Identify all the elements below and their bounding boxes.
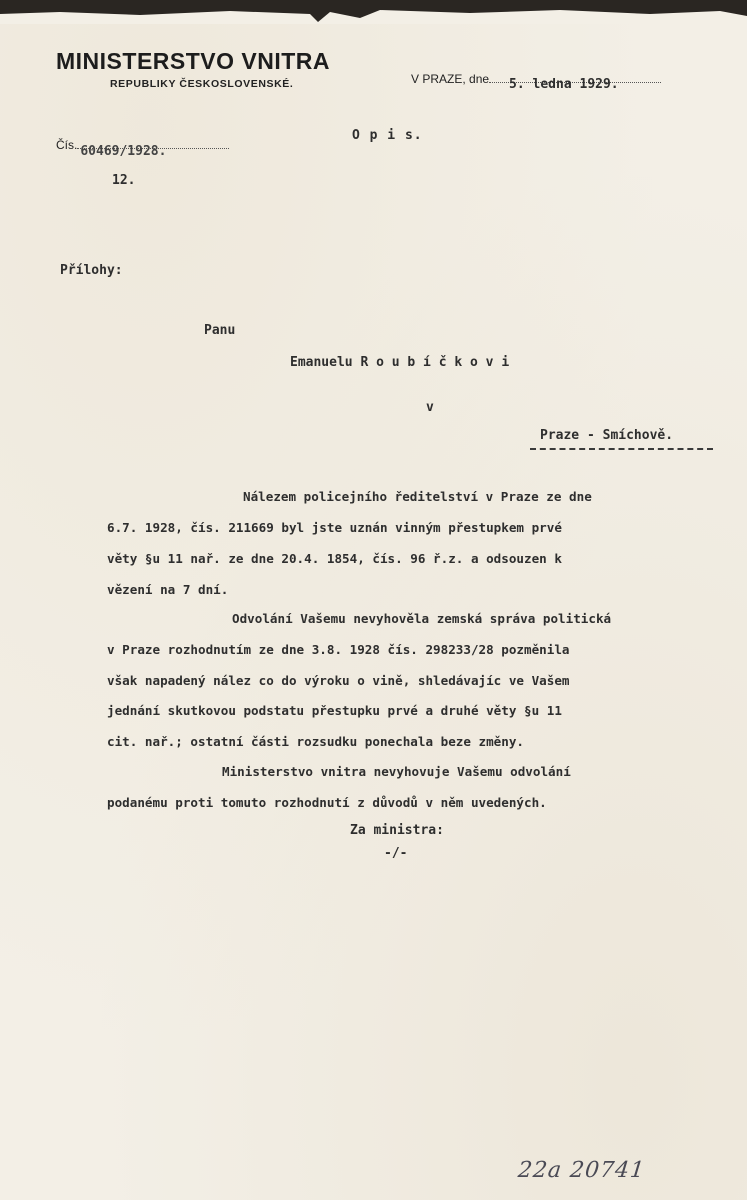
attachments-label: Přílohy: [60, 263, 123, 278]
addressee-salutation: Panu [204, 323, 236, 338]
date-line [411, 72, 661, 92]
signature-mark: -/- [384, 846, 408, 861]
letterhead-title: MINISTERSTVO VNITRA [56, 48, 331, 74]
body-line-1: Nálezem policejního ředitelství v Praze ze dne [243, 489, 592, 504]
body-line-11: podanému proti tomuto rozhodnutí z důvodů v něm uvedených. [107, 795, 547, 810]
body-line-2: 6.7. 1928, čís. 211669 byl jste uznán vinným přestupkem prvé [107, 520, 562, 535]
addressee-preposition: v [426, 400, 434, 415]
document-page [0, 8, 747, 1200]
body-line-3: věty §u 11 nař. ze dne 20.4. 1854, čís. 96 ř.z. a odsouzen k [107, 551, 562, 566]
letterhead-subtitle: REPUBLIKY ČESKOSLOVENSKÉ. [110, 78, 294, 90]
reference-line [56, 138, 229, 159]
place-label: V PRAZE, dne [411, 72, 490, 86]
addressee-place: Praze - Smíchově. [540, 428, 674, 443]
place-underline [530, 448, 713, 456]
addressee-name: Emanuelu R o u b í č k o v i [290, 355, 510, 370]
date-field [489, 77, 661, 92]
document-type: O p i s. [352, 128, 423, 143]
signature-line: Za ministra: [350, 823, 444, 838]
reference-label: Čís. [56, 138, 78, 152]
body-line-8: jednání skutkovou podstatu přestupku prvé a druhé věty §u 11 [107, 703, 562, 718]
body-line-6: v Praze rozhodnutím ze dne 3.8. 1928 čís. 298233/28 pozměnila [107, 642, 570, 657]
body-line-10: Ministerstvo vnitra nevyhovuje Vašemu odvolání [222, 764, 571, 779]
body-line-9: cit. nař.; ostatní části rozsudku ponechala beze změny. [107, 734, 525, 749]
reference-number: 60469/1928. [80, 144, 167, 159]
body-line-5: Odvolání Vašemu nevyhověla zemská správa politická [232, 611, 612, 626]
torn-edge [0, 8, 747, 24]
body-line-4: vězení na 7 dní. [107, 582, 229, 597]
reference-field [77, 144, 229, 159]
archive-note: 22a 20741 [516, 1158, 647, 1183]
body-line-7: však napadený nález co do výroku o vině, shledávajíc ve Vašem [107, 673, 570, 688]
reference-sub: 12. [112, 173, 136, 188]
date-value: 5. ledna 1929. [509, 77, 619, 92]
